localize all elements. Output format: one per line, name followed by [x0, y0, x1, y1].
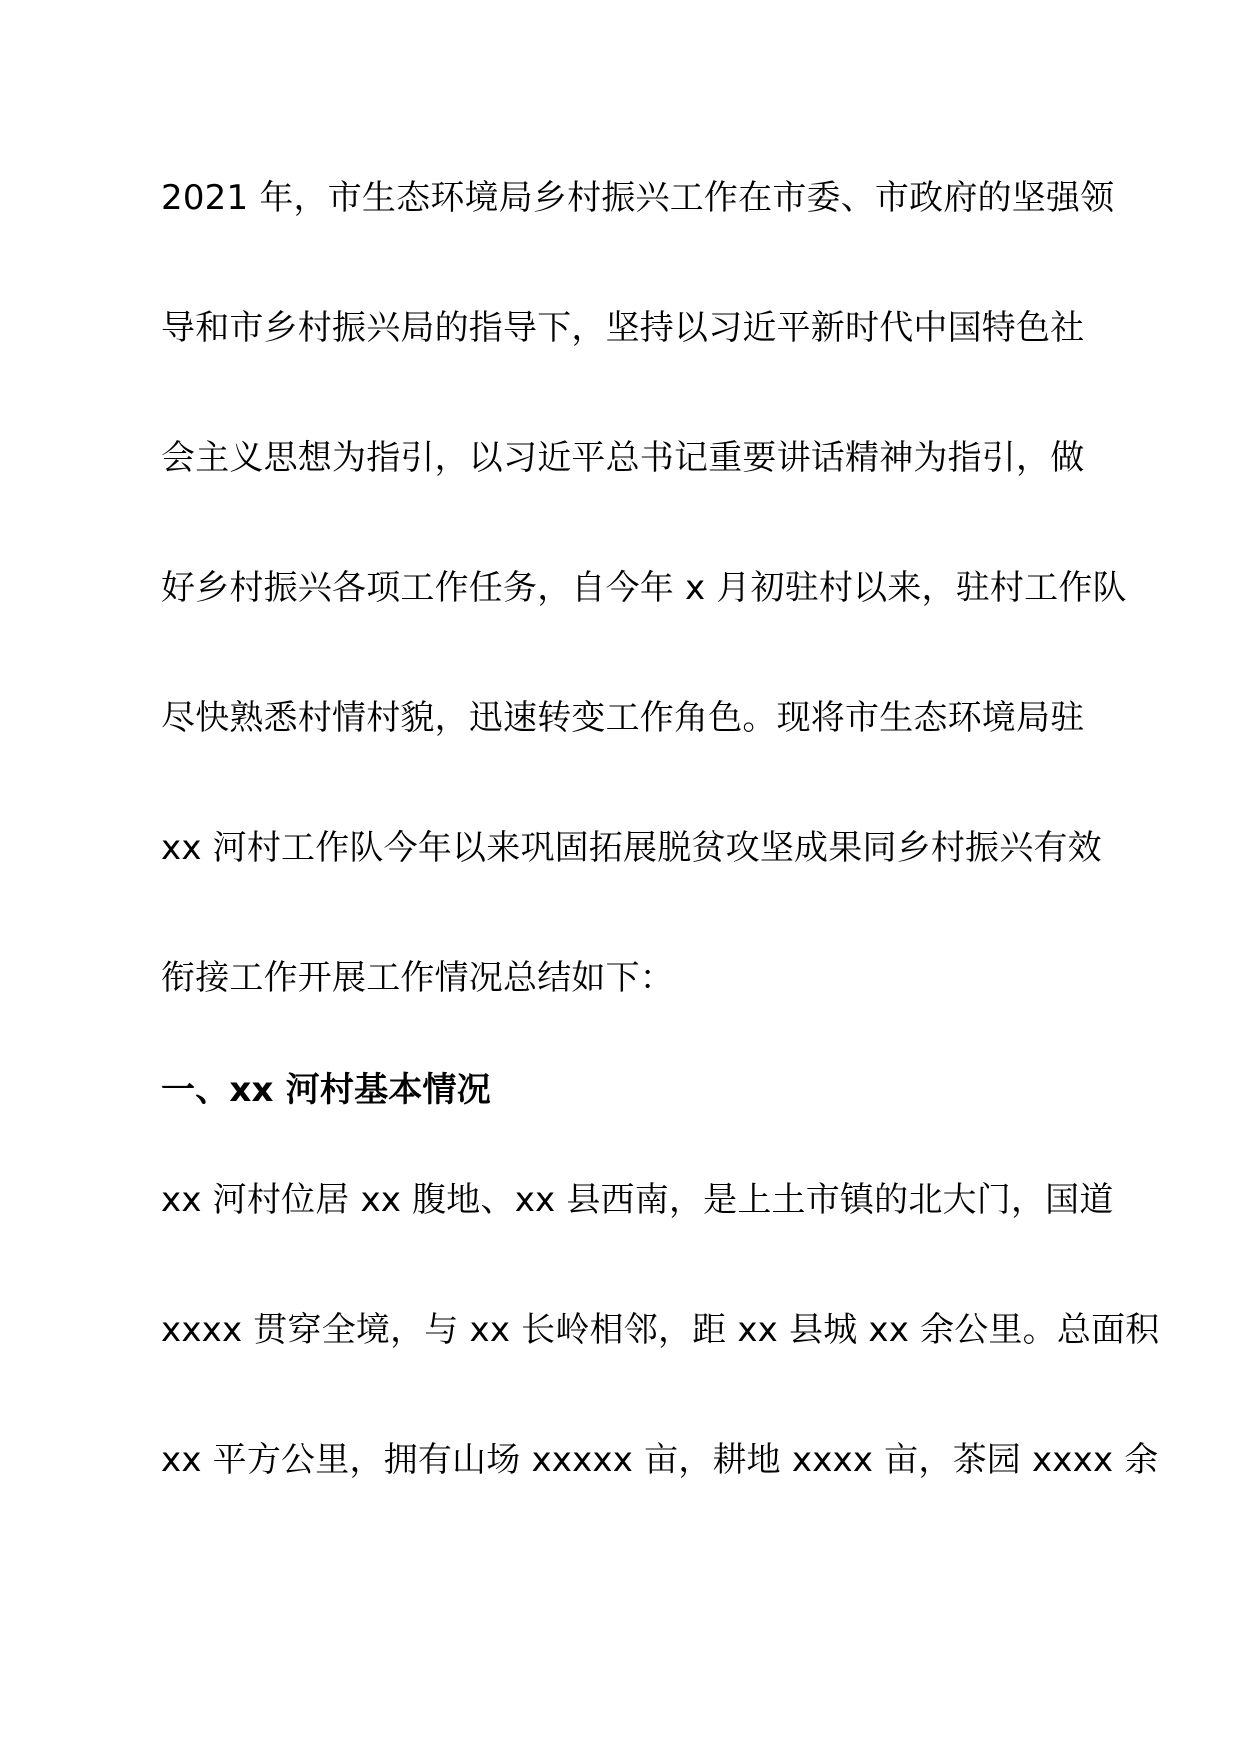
paragraph-line: 2021 年，市生态环境局乡村振兴工作在市委、市政府的坚强领	[161, 178, 1115, 218]
paragraph-line: 会主义思想为指引，以习近平总书记重要讲话精神为指引，做	[161, 438, 1085, 478]
paragraph-line: xx 河村位居 xx 腹地、xx 县西南，是上土市镇的北大门，国道	[161, 1180, 1114, 1220]
paragraph-line: 衔接工作开展工作情况总结如下：	[161, 958, 674, 998]
paragraph-line: 导和市乡村振兴局的指导下，坚持以习近平新时代中国特色社	[161, 308, 1085, 348]
paragraph-line: 尽快熟悉村情村貌，迅速转变工作角色。现将市生态环境局驻	[161, 698, 1085, 738]
paragraph-line: xxxx 贯穿全境，与 xx 长岭相邻，距 xx 县城 xx 余公里。总面积	[161, 1310, 1160, 1350]
section-heading: 一、xx 河村基本情况	[161, 1070, 491, 1110]
paragraph-line: 好乡村振兴各项工作任务，自今年 x 月初驻村以来，驻村工作队	[161, 568, 1127, 608]
paragraph-line: xx 平方公里，拥有山场 xxxxx 亩，耕地 xxxx 亩，茶园 xxxx 余	[161, 1440, 1159, 1480]
paragraph-line: xx 河村工作队今年以来巩固拓展脱贫攻坚成果同乡村振兴有效	[161, 828, 1102, 868]
